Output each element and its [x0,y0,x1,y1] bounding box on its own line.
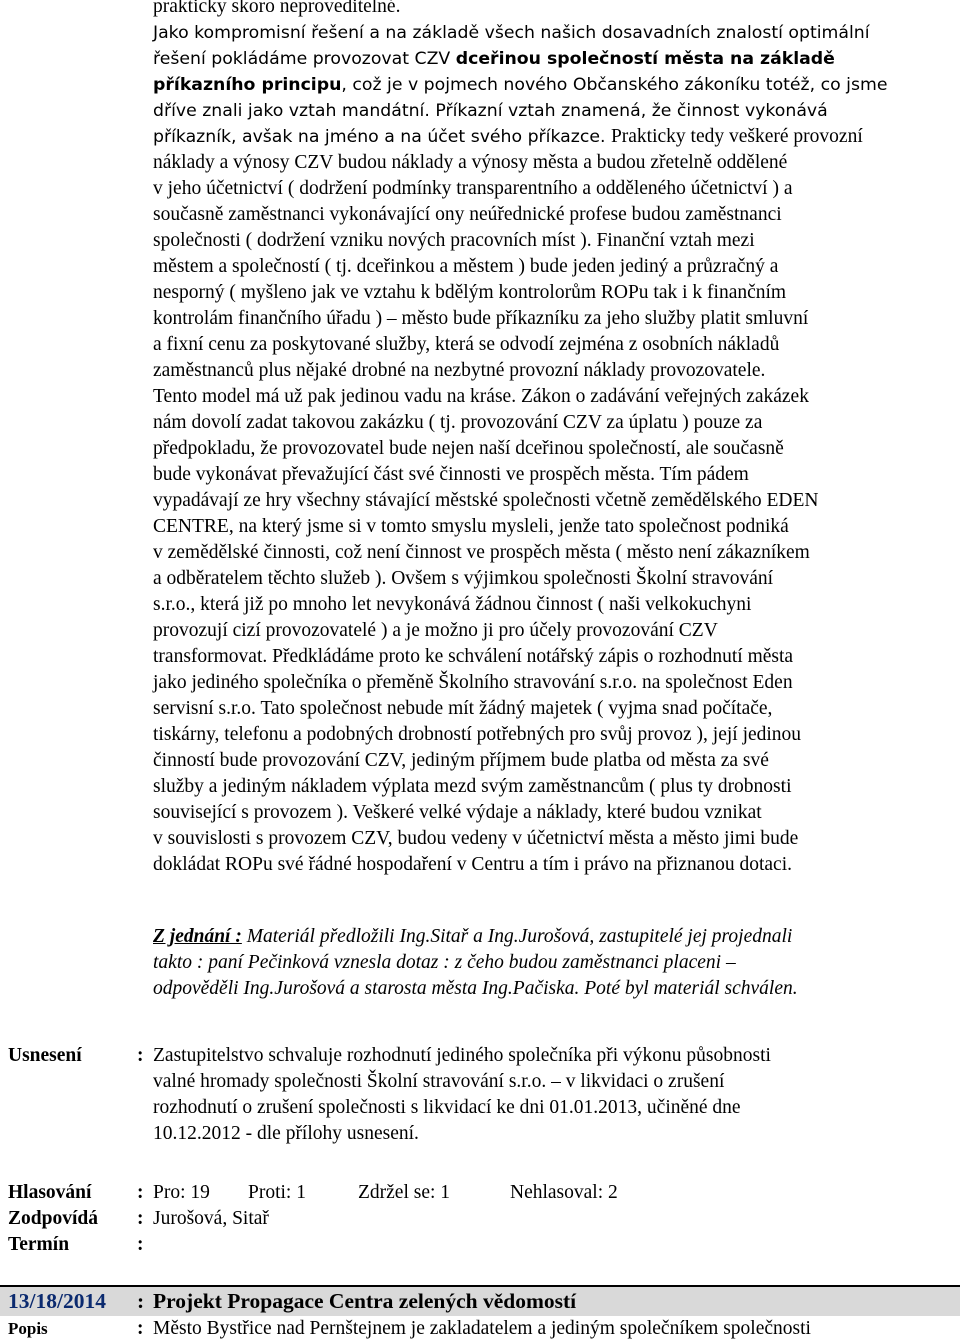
body-line [153,98,828,124]
text-run: dceřinou společností města na základě [455,49,835,69]
text-run: bude vykonávat převažující část své činnosti ve prospěch města. Tím pádem [153,464,749,485]
body-line [153,410,762,436]
text-run: a odběratelem těchto služeb ). Ovšem s výjimkou společnosti Školní stravování [153,568,774,589]
body-line [153,306,808,332]
responsible-label: Zodpovídá [8,1208,98,1229]
agenda-item-colon: : [137,1289,145,1313]
body-line [153,696,772,722]
description-colon: : [137,1318,144,1339]
text-run: společnosti ( dodržení vzniku nových pracovních míst ). Finanční vztah mezi [153,230,755,251]
text-run: Jako kompromisní řešení a na základě všech našich dosavadních znalostí optimální [153,23,870,43]
text-run: náklady a výnosy CZV budou náklady a výnosy města a budou zřetelně oddělené [153,152,788,173]
text-run: s.r.o., která již po mnoho let nevykonává žádnou činnost ( naši velkokuchyni [153,594,752,615]
body-line [153,722,801,748]
deadline-label: Termín [8,1234,70,1255]
text-run: Materiál předložili Ing.Sitař a Ing.Jurošová, zastupitelé jej projednali [241,926,793,947]
text-run: Z jednání : [153,926,242,947]
text-run: příkazník, avšak na jméno a na účet svého příkazce. [153,127,611,147]
resolution-line: Zastupitelstvo schvaluje rozhodnutí jediného společníka při výkonu působnosti [153,1045,771,1066]
text-run: tiskárny, telefonu a podobných drobností potřebných pro svůj provoz ), její jedinou [153,724,802,745]
text-run: CENTRE, na který jsme si v tomto smyslu mysleli, jenže tato společnost podniká [153,516,789,537]
discussion-line [153,924,792,950]
text-run: prakticky skoro neproveditelné. [153,0,401,17]
body-line [153,358,765,384]
text-run: služby a jediným nákladem výplata mezd svým zaměstnancům ( plus ty drobnosti [153,776,792,797]
text-run: transformovat. Předkládáme proto ke schválení notářský zápis o rozhodnutí města [153,646,794,667]
vote-nehlasoval: Nehlasoval: 2 [510,1182,618,1203]
agenda-item-title: Projekt Propagace Centra zelených vědomostí [153,1289,577,1313]
body-line [153,462,749,488]
resolution-line: valné hromady společnosti Školní stravování s.r.o. – v likvidaci o zrušení [153,1071,725,1092]
resolution-colon: : [137,1045,144,1066]
description-label: Popis [8,1319,48,1338]
body-line [153,644,793,670]
body-line [153,176,793,202]
body-line [153,150,787,176]
text-run: městem a společností ( tj. dceřinkou a městem ) bude jeden jediný a průzračný a [153,256,779,277]
text-run: jako jediného společníka o přeměně Školního stravování s.r.o. na společnost Eden [153,672,793,693]
text-run: Tento model má už pak jedinou vadu na kráse. Zákon o zadávání veřejných zakázek [153,386,809,407]
text-run: související s provozem ). Veškeré velké výdaje a náklady, které budou vznikat [153,802,762,823]
body-line [153,852,792,878]
body-line [153,800,762,826]
vote-proti: Proti: 1 [248,1182,306,1203]
discussion-line [153,950,736,976]
body-line [153,566,773,592]
body-line [153,72,887,98]
text-run: servisní s.r.o. Tato společnost nebude mít žádný majetek ( vyjma snad počítače, [153,698,773,719]
text-run: dokládat ROPu své řádné hospodaření v Centru a tím i právo na přiznanou dotaci. [153,854,793,875]
text-run: Prakticky tedy veškeré provozní [610,126,863,147]
deadline-colon: : [137,1234,144,1255]
body-line [153,488,819,514]
body-line [153,540,810,566]
voting-results [153,1180,618,1206]
body-line [153,592,751,618]
text-run: kontrolám finančního úřadu ) – město bude příkazníku za jeho služby platit smluvní [153,308,809,329]
body-line [153,124,863,150]
body-line [153,748,769,774]
text-run: řešení pokládáme provozovat CZV [153,49,456,69]
voting-label: Hlasování [8,1182,92,1203]
text-run: v souvislosti s provozem CZV, budou vedeny v účetnictví města a město jimi bude [153,828,799,849]
text-run: činností bude provozování CZV, jediným příjmem bude platba od města za své [153,750,769,771]
text-run: nám dovolí zadat takovou zakázku ( tj. provozování CZV za úplatu ) pouze za [153,412,763,433]
text-run: současně zaměstnanci vykonávající ony neúřednické profese budou zaměstnanci [153,204,782,225]
text-run: vypadávají ze hry všechny stávající městské společnosti včetně zemědělského EDEN [153,490,819,511]
body-line [153,228,755,254]
text-run: nesporný ( myšleno jak ve vztahu k bdělým kontrolorům ROPu tak i k finančním [153,282,787,303]
resolution-line: rozhodnutí o zrušení společnosti s likvidací ke dni 01.01.2013, učiněné dne [153,1097,741,1118]
body-line [153,514,789,540]
text-run: v jeho účetnictví ( dodržení podmínky transparentního a odděleného účetnictví ) a [153,178,793,199]
text-run: dříve znali jako vztah mandátní. Příkazní vztah znamená, že činnost vykonává [153,101,828,121]
body-line [153,332,779,358]
body-line [153,436,784,462]
responsible-colon: : [137,1208,144,1229]
text-run: a fixní cenu za poskytované služby, která se odvodí zejména z osobních nákladů [153,334,780,355]
agenda-item-code: 13/18/2014 [8,1289,106,1313]
description-text: Město Bystřice nad Pernštejnem je zakladatelem a jediným společníkem společnosti [153,1318,811,1339]
discussion-line [153,976,798,1002]
text-run: předpokladu, že provozovatel bude nejen naší dceřinou společností, ale současně [153,438,784,459]
body-line [153,254,778,280]
body-line [153,46,835,72]
body-line [153,384,809,410]
text-run: příkazního principu [153,75,342,95]
text-run: odpověděli Ing.Jurošová a starosta města Ing.Pačiska. Poté byl materiál schválen. [153,978,798,999]
voting-colon: : [137,1182,144,1203]
resolution-line: 10.12.2012 - dle přílohy usnesení. [153,1123,419,1144]
body-line [153,202,782,228]
resolution-label: Usnesení [8,1045,82,1066]
text-run: takto : paní Pečinková vznesla dotaz : z čeho budou zaměstnanci placeni – [153,952,736,973]
vote-zdrzel: Zdržel se: 1 [358,1182,451,1203]
agenda-item-header [0,1285,960,1316]
text-run: zaměstnanců plus nějaké drobné na nezbytné provozní náklady provozovatele. [153,360,766,381]
vote-pro: Pro: 19 [153,1182,210,1203]
body-line [153,774,791,800]
body-line [153,618,718,644]
body-line [153,280,786,306]
body-line [153,670,793,696]
responsible-value: Jurošová, Sitař [153,1208,269,1229]
text-run: , což je v pojmech nového Občanského zákoníku totéž, co jsme [341,75,888,95]
body-line [153,0,400,20]
body-line [153,826,798,852]
text-run: provozují cizí provozovatelé ) a je možno ji pro účely provozování CZV [153,620,718,641]
body-line [153,20,870,46]
text-run: v zemědělské činnosti, což není činnost ve prospěch města ( město není zákazníkem [153,542,810,563]
